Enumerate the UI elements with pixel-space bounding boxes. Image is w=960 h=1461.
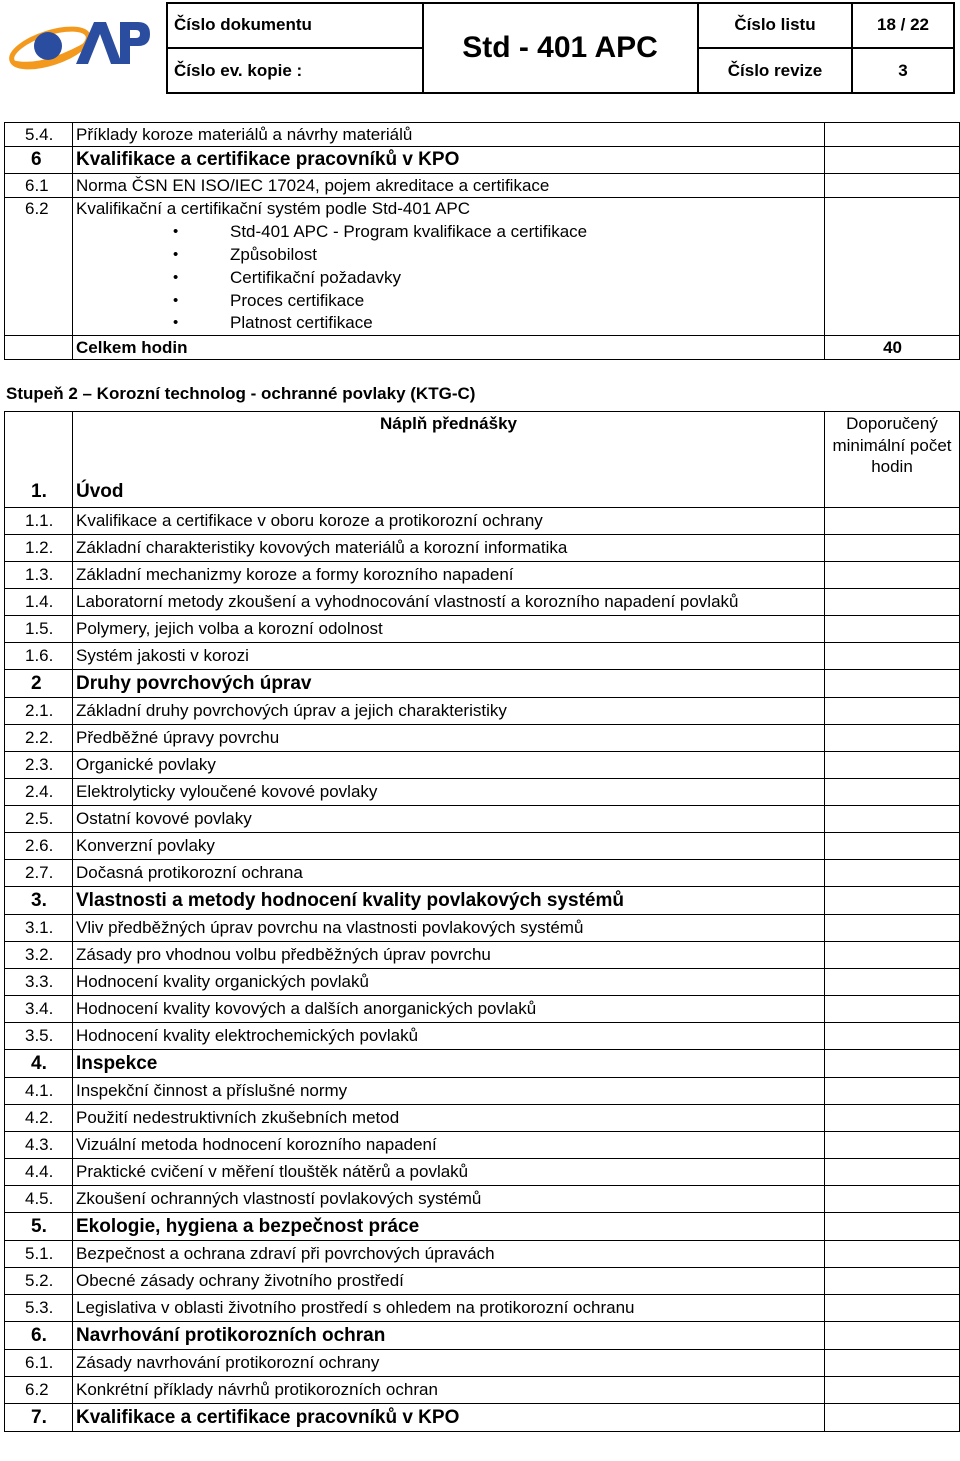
table-row [5, 996, 960, 1023]
table-row [5, 1295, 960, 1322]
section-number: 1. [5, 478, 73, 508]
row-text: Inspekční činnost a příslušné normy [73, 1078, 825, 1105]
row-text: Předběžné úpravy povrchu [73, 725, 825, 752]
row-number: 1.1. [5, 508, 73, 535]
table-row [5, 1132, 960, 1159]
table-row [5, 1186, 960, 1213]
bullet-item [5, 313, 960, 336]
table-row [5, 643, 960, 670]
revision-label: Číslo revize [727, 61, 823, 80]
row-number: 4.5. [5, 1186, 73, 1213]
table-row [5, 833, 960, 860]
section-row [5, 887, 960, 915]
row-number: 5.2. [5, 1268, 73, 1295]
row-number: 1.6. [5, 643, 73, 670]
table-row [5, 860, 960, 887]
row-number: 1.4. [5, 589, 73, 616]
bullet-icon [173, 291, 230, 312]
table-row [5, 1268, 960, 1295]
section-number: 7. [5, 1404, 73, 1432]
section-number: 4. [5, 1050, 73, 1078]
table-row [5, 942, 960, 969]
bullet-item [5, 244, 960, 267]
section-title: Stupeň 2 – Korozní technolog - ochranné povlaky (KTG-C) [6, 384, 476, 403]
row-number: 4.2. [5, 1105, 73, 1132]
table-row [5, 1377, 960, 1404]
row-text: Kvalifikační a certifikační systém podle Std-401 APC [73, 198, 825, 221]
row-text: Základní charakteristiky kovových materiálů a korozní informatika [73, 535, 825, 562]
section-title: Kvalifikace a certifikace pracovníků v KPO [73, 1404, 825, 1432]
top-table [4, 122, 960, 360]
total-value: 40 [825, 336, 960, 360]
row-text: Konkrétní příklady návrhů protikorozních ochran [73, 1377, 825, 1404]
row-text: Elektrolyticky vyloučené kovové povlaky [73, 779, 825, 806]
section-row [5, 1213, 960, 1241]
row-number: 5.4. [5, 123, 73, 147]
section-row [5, 1404, 960, 1432]
section-title: Ekologie, hygiena a bezpečnost práce [73, 1213, 825, 1241]
table-row [5, 725, 960, 752]
table-row [5, 123, 960, 147]
table-row [5, 779, 960, 806]
row-number: 6.2 [5, 198, 73, 221]
row-text: Zásady navrhování protikorozní ochrany [73, 1350, 825, 1377]
row-number: 2.7. [5, 860, 73, 887]
table-row [5, 806, 960, 833]
row-text: Praktické cvičení v měření tlouštěk nátěrů a povlaků [73, 1159, 825, 1186]
bullet-item [5, 290, 960, 313]
section-row [5, 1322, 960, 1350]
row-text: Ostatní kovové povlaky [73, 806, 825, 833]
table-row [5, 1350, 960, 1377]
row-text: Dočasná protikorozní ochrana [73, 860, 825, 887]
section-title: Úvod [73, 478, 825, 508]
row-number: 3.5. [5, 1023, 73, 1050]
row-number: 3.2. [5, 942, 73, 969]
row-number: 1.3. [5, 562, 73, 589]
row-text: Bezpečnost a ochrana zdraví při povrchových úpravách [73, 1241, 825, 1268]
row-number: 6.1. [5, 1350, 73, 1377]
section-title: Inspekce [73, 1050, 825, 1078]
header-hours-label: Doporučený minimální počet hodin [825, 412, 960, 478]
section-row [5, 670, 960, 698]
table-row [5, 1078, 960, 1105]
bullet-text: Std-401 APC - Program kvalifikace a certifikace [230, 221, 588, 241]
table-row [5, 1241, 960, 1268]
row-text: Použití nedestruktivních zkušebních metod [73, 1105, 825, 1132]
section-number: 6. [5, 1322, 73, 1350]
row-text: Norma ČSN EN ISO/IEC 17024, pojem akreditace a certifikace [73, 174, 825, 198]
bullet-text: Způsobilost [230, 244, 317, 264]
header-content-label: Náplň přednášky [73, 412, 825, 478]
sheet-value: 18 / 22 [877, 15, 929, 34]
row-number: 4.3. [5, 1132, 73, 1159]
section-row [5, 1050, 960, 1078]
row-number: 3.3. [5, 969, 73, 996]
row-text: Příklady koroze materiálů a návrhy materiálů [73, 123, 825, 147]
row-number: 2.4. [5, 779, 73, 806]
bullet-item [5, 221, 960, 244]
section-title: Vlastnosti a metody hodnocení kvality povlakových systémů [73, 887, 825, 915]
row-text: Základní druhy povrchových úprav a jejich charakteristiky [73, 698, 825, 725]
table-row [5, 752, 960, 779]
row-text: Legislativa v oblasti životního prostředí s ohledem na protikorozní ochranu [73, 1295, 825, 1322]
row-text: Polymery, jejich volba a korozní odolnost [73, 616, 825, 643]
row-number: 2.2. [5, 725, 73, 752]
doc-number-label: Číslo dokumentu [174, 15, 312, 34]
row-number: 1.2. [5, 535, 73, 562]
total-row [5, 336, 960, 360]
table-row [5, 1023, 960, 1050]
bullet-text: Certifikační požadavky [230, 267, 402, 287]
row-number: 2.5. [5, 806, 73, 833]
row-number: 2.3. [5, 752, 73, 779]
section-number: 5. [5, 1213, 73, 1241]
row-text: Zásady pro vhodnou volbu předběžných úprav povrchu [73, 942, 825, 969]
section-number: 2 [5, 670, 73, 698]
row-number: 2.1. [5, 698, 73, 725]
table-row [5, 1105, 960, 1132]
row-text: Základní mechanizmy koroze a formy korozního napadení [73, 562, 825, 589]
table-row [5, 147, 960, 174]
row-number: 6.1 [5, 174, 73, 198]
section-title: Druhy povrchových úprav [73, 670, 825, 698]
bullet-text: Proces certifikace [230, 290, 365, 310]
curriculum-table [4, 411, 960, 1432]
bullet-icon [173, 222, 230, 243]
row-number: 6 [5, 147, 73, 174]
row-text: Hodnocení kvality organických povlaků [73, 969, 825, 996]
row-number: 5.1. [5, 1241, 73, 1268]
table-row [5, 616, 960, 643]
table-row [5, 589, 960, 616]
apc-logo-icon [2, 4, 164, 90]
doc-title: Std - 401 APC [462, 31, 658, 64]
row-number: 3.4. [5, 996, 73, 1023]
revision-value: 3 [898, 61, 908, 80]
row-text: Obecné zásady ochrany životního prostředí [73, 1268, 825, 1295]
section-row [5, 478, 960, 508]
row-text: Organické povlaky [73, 752, 825, 779]
copy-number-label: Číslo ev. kopie : [174, 61, 303, 80]
row-text: Vliv předběžných úprav povrchu na vlastnosti povlakových systémů [73, 915, 825, 942]
row-text: Konverzní povlaky [73, 833, 825, 860]
row-text: Kvalifikace a certifikace v oboru koroze a protikorozní ochrany [73, 508, 825, 535]
table-row [5, 562, 960, 589]
row-text: Kvalifikace a certifikace pracovníků v KPO [73, 147, 825, 174]
table-row [5, 508, 960, 535]
row-text: Systém jakosti v korozi [73, 643, 825, 670]
row-number: 4.4. [5, 1159, 73, 1186]
section-number: 3. [5, 887, 73, 915]
row-number: 4.1. [5, 1078, 73, 1105]
bullet-icon [173, 245, 230, 266]
bullet-text: Platnost certifikace [230, 313, 373, 333]
bullet-icon [173, 268, 230, 289]
row-number: 5.3. [5, 1295, 73, 1322]
table-row [5, 198, 960, 221]
row-text: Hodnocení kvality elektrochemických povlaků [73, 1023, 825, 1050]
bullet-item [5, 267, 960, 290]
row-number: 1.5. [5, 616, 73, 643]
row-number: 6.2 [5, 1377, 73, 1404]
row-number: 3.1. [5, 915, 73, 942]
table-row [5, 969, 960, 996]
table-row [5, 174, 960, 198]
sheet-label: Číslo listu [734, 15, 816, 34]
table-row [5, 535, 960, 562]
table-row [5, 698, 960, 725]
bullet-icon [173, 313, 230, 334]
row-text: Zkoušení ochranných vlastností povlakových systémů [73, 1186, 825, 1213]
table-row [5, 1159, 960, 1186]
row-text: Vizuální metoda hodnocení korozního napadení [73, 1132, 825, 1159]
row-text: Hodnocení kvality kovových a dalších anorganických povlaků [73, 996, 825, 1023]
table-row [5, 915, 960, 942]
row-number: 2.6. [5, 833, 73, 860]
document-header [0, 0, 960, 96]
row-text: Laboratorní metody zkoušení a vyhodnocování vlastností a korozního napadení povlaků [73, 589, 825, 616]
section-title: Navrhování protikorozních ochran [73, 1322, 825, 1350]
total-label: Celkem hodin [73, 336, 825, 360]
table-header-row [5, 412, 960, 478]
